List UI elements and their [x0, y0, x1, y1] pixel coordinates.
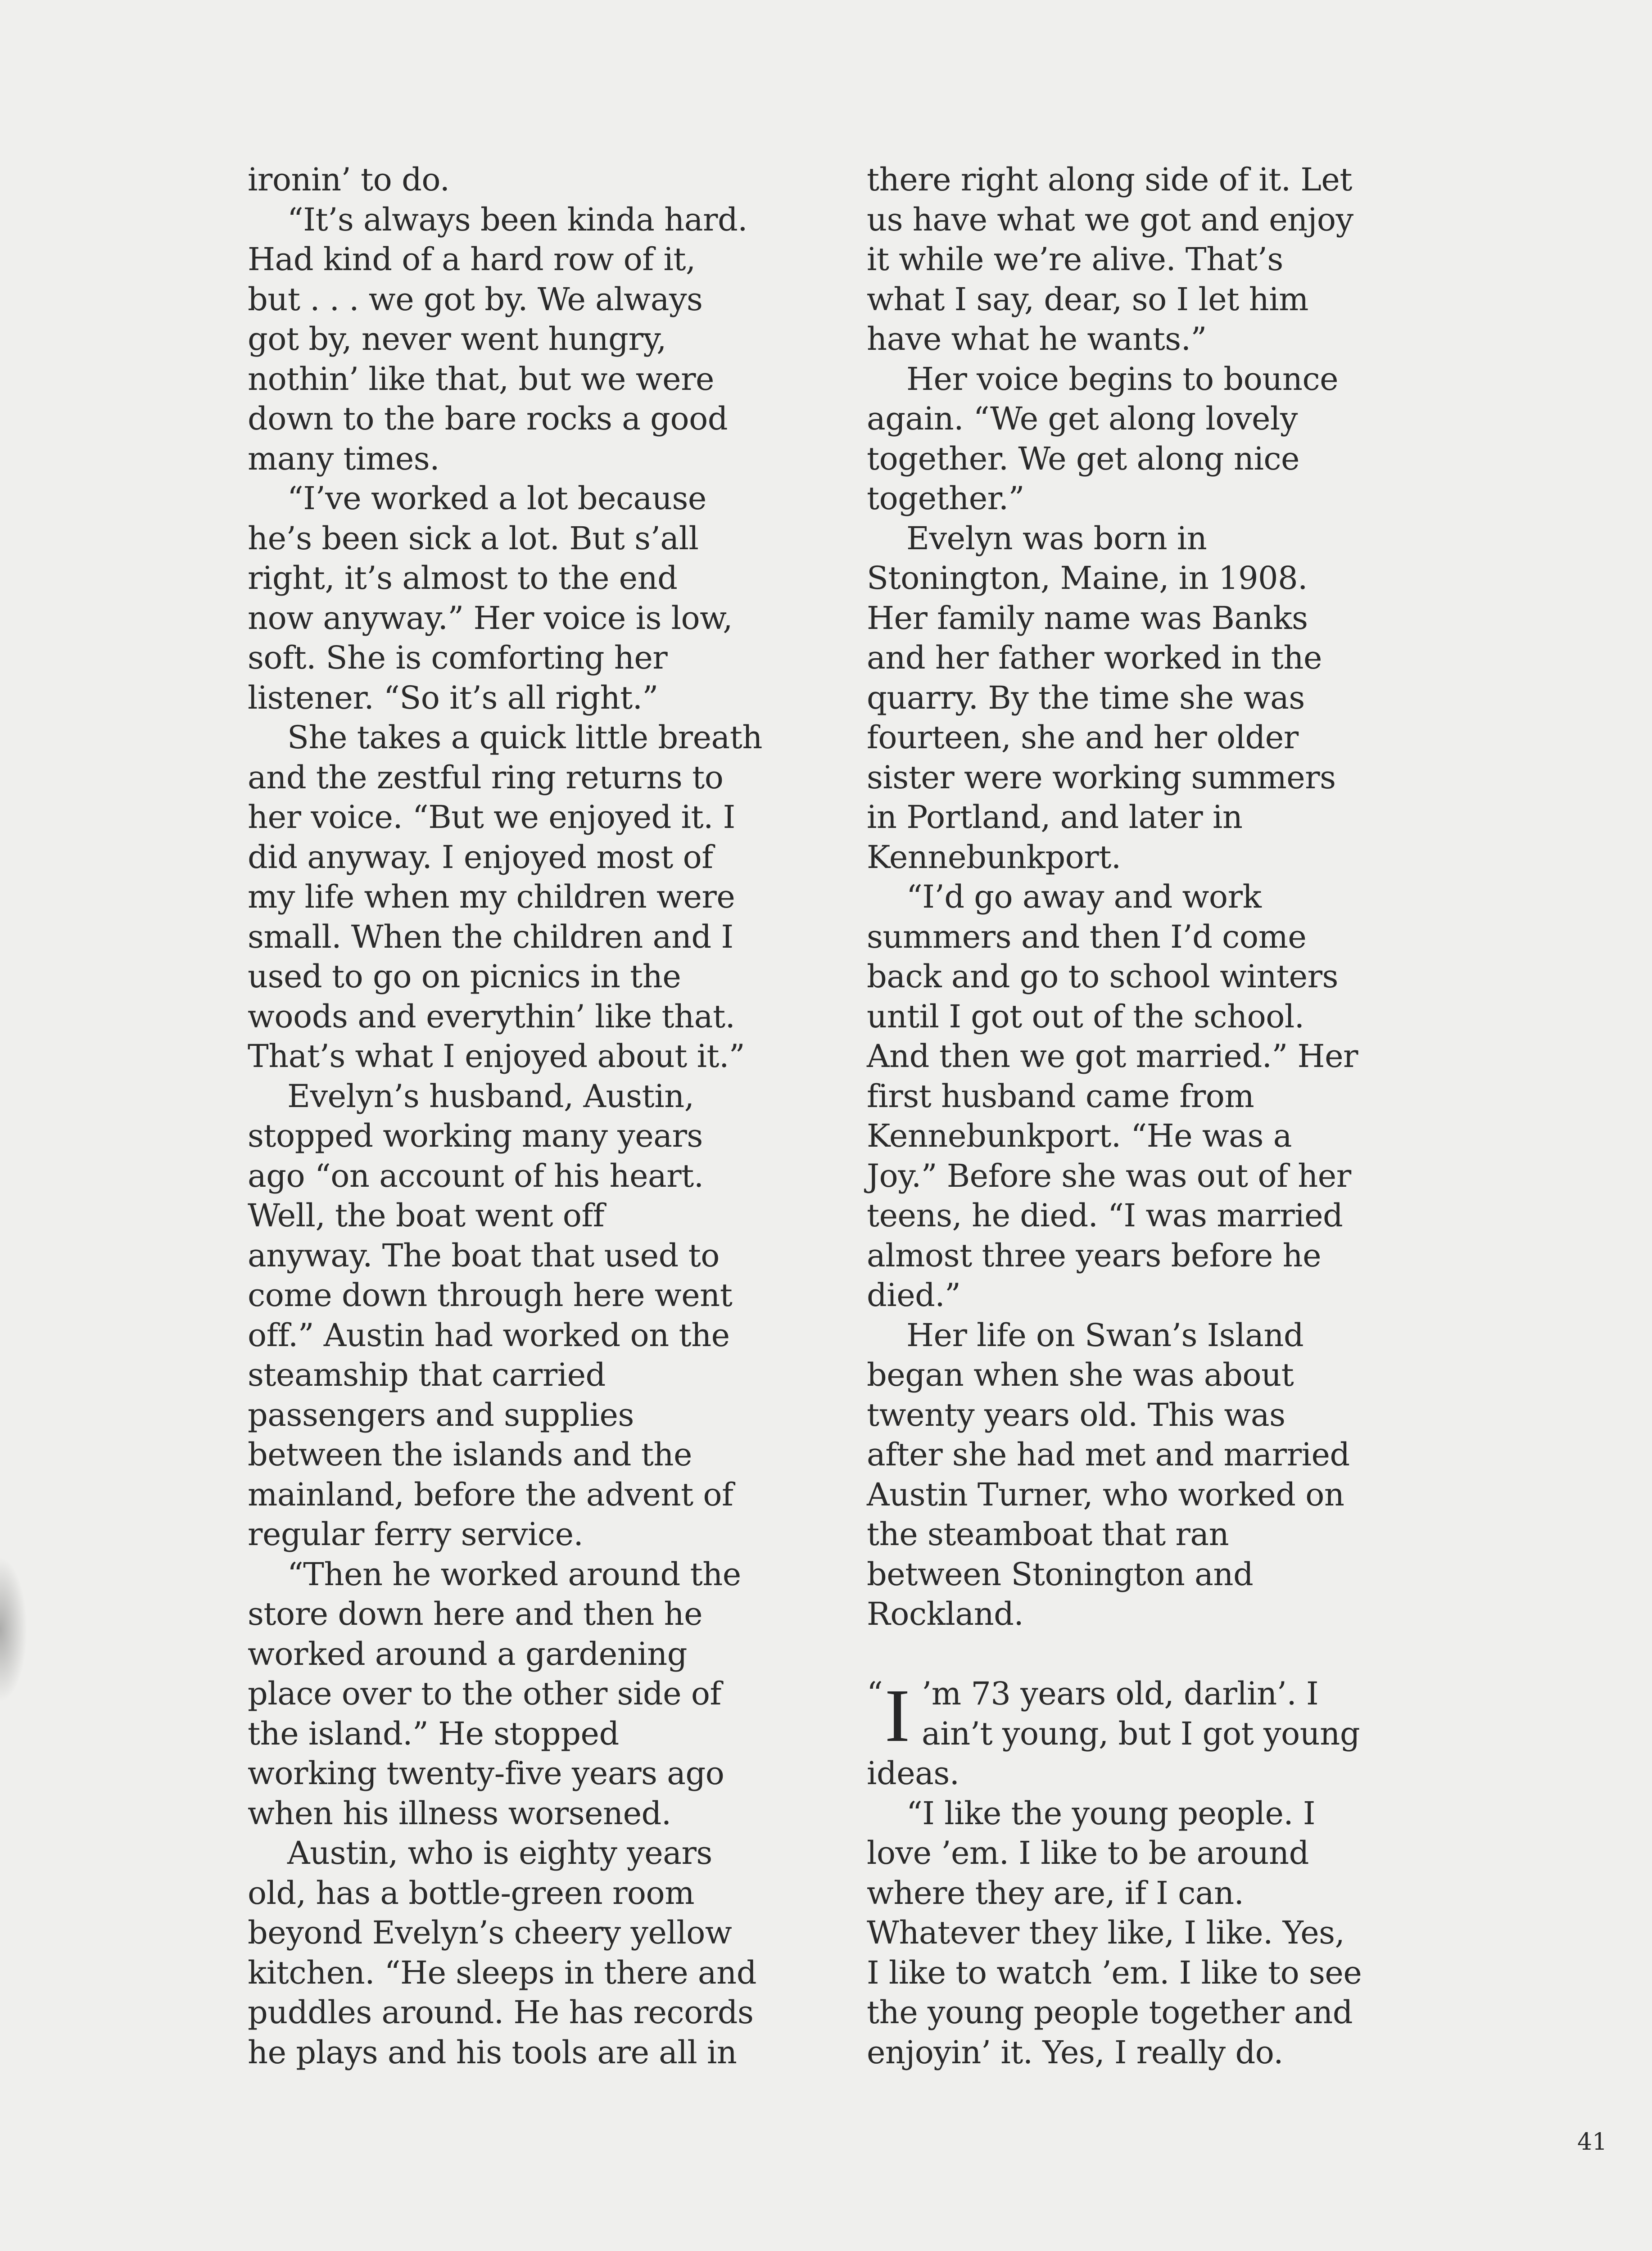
text-line: mainland, before the advent of: [248, 1476, 733, 1513]
text-line: teens, he died. “I was married: [867, 1197, 1343, 1234]
text-line: Austin Turner, who worked on: [867, 1476, 1344, 1513]
text-line: between Stonington and: [867, 1555, 1254, 1593]
section-break-spacer: [867, 1634, 1470, 1674]
text-line: my life when my children were: [248, 878, 735, 915]
text-line: ideas.: [867, 1755, 960, 1792]
section-break-dropcap-paragraph: [867, 1674, 1470, 1758]
text-line: down to the bare rocks a good: [248, 400, 728, 437]
text-line: kitchen. “He sleeps in there and: [248, 1954, 757, 1991]
text-line: store down here and then he: [248, 1596, 703, 1632]
paragraph-start-line: Austin, who is eighty years: [287, 1835, 712, 1871]
text-line: Whatever they like, I like. Yes,: [867, 1914, 1345, 1951]
text-line: beyond Evelyn’s cheery yellow: [248, 1914, 732, 1951]
text-line: again. “We get along lovely: [867, 400, 1298, 437]
text-line: regular ferry service.: [248, 1516, 584, 1553]
text-line: the young people together and: [867, 1994, 1353, 2031]
text-line: have what he wants.”: [867, 321, 1207, 357]
left-column: [248, 160, 851, 2072]
text-line: small. When the children and I: [248, 918, 733, 955]
text-line: he plays and his tools are all in: [248, 2034, 737, 2071]
paragraph-start-line: “I’ve worked a lot because: [287, 480, 706, 517]
text-line: love ’em. I like to be around: [867, 1835, 1309, 1871]
dropcap-line: ain’t young, but I got young: [922, 1715, 1360, 1752]
text-line: between the islands and the: [248, 1436, 692, 1473]
text-line: ago “on account of his heart.: [248, 1157, 704, 1194]
text-line: quarry. By the time she was: [867, 679, 1305, 716]
text-line: working twenty-five years ago: [248, 1755, 724, 1792]
text-line: many times.: [248, 440, 439, 477]
text-line: anyway. The boat that used to: [248, 1237, 720, 1274]
text-line: listener. “So it’s all right.”: [248, 679, 658, 716]
text-line: Stonington, Maine, in 1908.: [867, 560, 1308, 597]
drop-cap-letter: I: [885, 1674, 910, 1758]
text-line: nothin’ like that, but we were: [248, 360, 714, 398]
text-line: the island.” He stopped: [248, 1715, 619, 1752]
text-line: I like to watch ’em. I like to see: [867, 1954, 1362, 1991]
text-line: he’s been sick a lot. But s’all: [248, 520, 699, 557]
text-line: passengers and supplies: [248, 1396, 634, 1433]
dropcap-open-quote: “: [867, 1675, 883, 1712]
text-line: place over to the other side of: [248, 1675, 721, 1712]
text-line: Joy.” Before she was out of her: [867, 1157, 1351, 1194]
text-line: there right along side of it. Let: [867, 161, 1352, 198]
text-line: together.”: [867, 480, 1024, 517]
text-line: come down through here went: [248, 1277, 733, 1314]
text-line: it while we’re alive. That’s: [867, 241, 1283, 278]
text-line: got by, never went hungry,: [248, 321, 666, 357]
right-column: [867, 160, 1470, 2072]
text-line: almost three years before he: [867, 1237, 1321, 1274]
text-line: back and go to school winters: [867, 958, 1338, 995]
text-line: in Portland, and later in: [867, 799, 1243, 836]
text-line: enjoyin’ it. Yes, I really do.: [867, 2034, 1283, 2071]
text-line: puddles around. He has records: [248, 1994, 754, 2031]
text-line: woods and everythin’ like that.: [248, 998, 735, 1035]
text-line: and the zestful ring returns to: [248, 759, 724, 796]
text-line: Kennebunkport. “He was a: [867, 1117, 1292, 1154]
text-line: steamship that carried: [248, 1356, 606, 1393]
text-line: That’s what I enjoyed about it.”: [248, 1038, 745, 1075]
text-line: soft. She is comforting her: [248, 639, 668, 676]
text-line: when his illness worsened.: [248, 1794, 671, 1832]
text-line: Well, the boat went off: [248, 1197, 605, 1234]
text-line: summers and then I’d come: [867, 918, 1307, 955]
text-line: Rockland.: [867, 1596, 1024, 1632]
text-line: And then we got married.” Her: [867, 1038, 1358, 1075]
paragraph-start-line: She takes a quick little breath: [287, 719, 762, 756]
text-line: did anyway. I enjoyed most of: [248, 838, 713, 876]
paragraph-start-line: Her voice begins to bounce: [906, 360, 1339, 398]
text-line: worked around a gardening: [248, 1635, 688, 1672]
text-line: together. We get along nice: [867, 440, 1299, 477]
text-line: first husband came from: [867, 1077, 1254, 1115]
text-line: now anyway.” Her voice is low,: [248, 599, 733, 637]
text-line: fourteen, she and her older: [867, 719, 1299, 756]
text-line: Kennebunkport.: [867, 838, 1121, 876]
text-line: died.”: [867, 1277, 961, 1314]
text-line: sister were working summers: [867, 759, 1336, 796]
text-line: ironin’ to do.: [248, 161, 450, 198]
page-number: 41: [1577, 2129, 1607, 2156]
paragraph-start-line: “It’s always been kinda hard.: [287, 201, 747, 238]
text-line: Her family name was Banks: [867, 599, 1308, 637]
text-line: after she had met and married: [867, 1436, 1350, 1473]
dropcap-line: ’m 73 years old, darlin’. I: [922, 1675, 1319, 1712]
text-line: where they are, if I can.: [867, 1874, 1244, 1912]
text-line: her voice. “But we enjoyed it. I: [248, 799, 735, 836]
paragraph-start-line: Evelyn’s husband, Austin,: [287, 1077, 694, 1115]
text-line: old, has a bottle-green room: [248, 1874, 695, 1912]
paragraph-start-line: “I like the young people. I: [906, 1794, 1316, 1832]
text-line: and her father worked in the: [867, 639, 1322, 676]
text-line: the steamboat that ran: [867, 1516, 1229, 1553]
paragraph-start-line: “Then he worked around the: [287, 1555, 741, 1593]
text-line: us have what we got and enjoy: [867, 201, 1353, 238]
text-line: what I say, dear, so I let him: [867, 280, 1308, 318]
text-line: off.” Austin had worked on the: [248, 1316, 730, 1354]
text-line: stopped working many years: [248, 1117, 703, 1154]
paragraph-start-line: Evelyn was born in: [906, 520, 1207, 557]
text-line: Had kind of a hard row of it,: [248, 241, 696, 278]
text-line: right, it’s almost to the end: [248, 560, 678, 597]
text-line: until I got out of the school.: [867, 998, 1304, 1035]
text-line: began when she was about: [867, 1356, 1294, 1393]
text-line: twenty years old. This was: [867, 1396, 1285, 1433]
text-line: but . . . we got by. We always: [248, 280, 703, 318]
text-line: used to go on picnics in the: [248, 958, 681, 995]
paragraph-start-line: “I’d go away and work: [906, 878, 1262, 915]
paragraph-start-line: Her life on Swan’s Island: [906, 1316, 1304, 1354]
